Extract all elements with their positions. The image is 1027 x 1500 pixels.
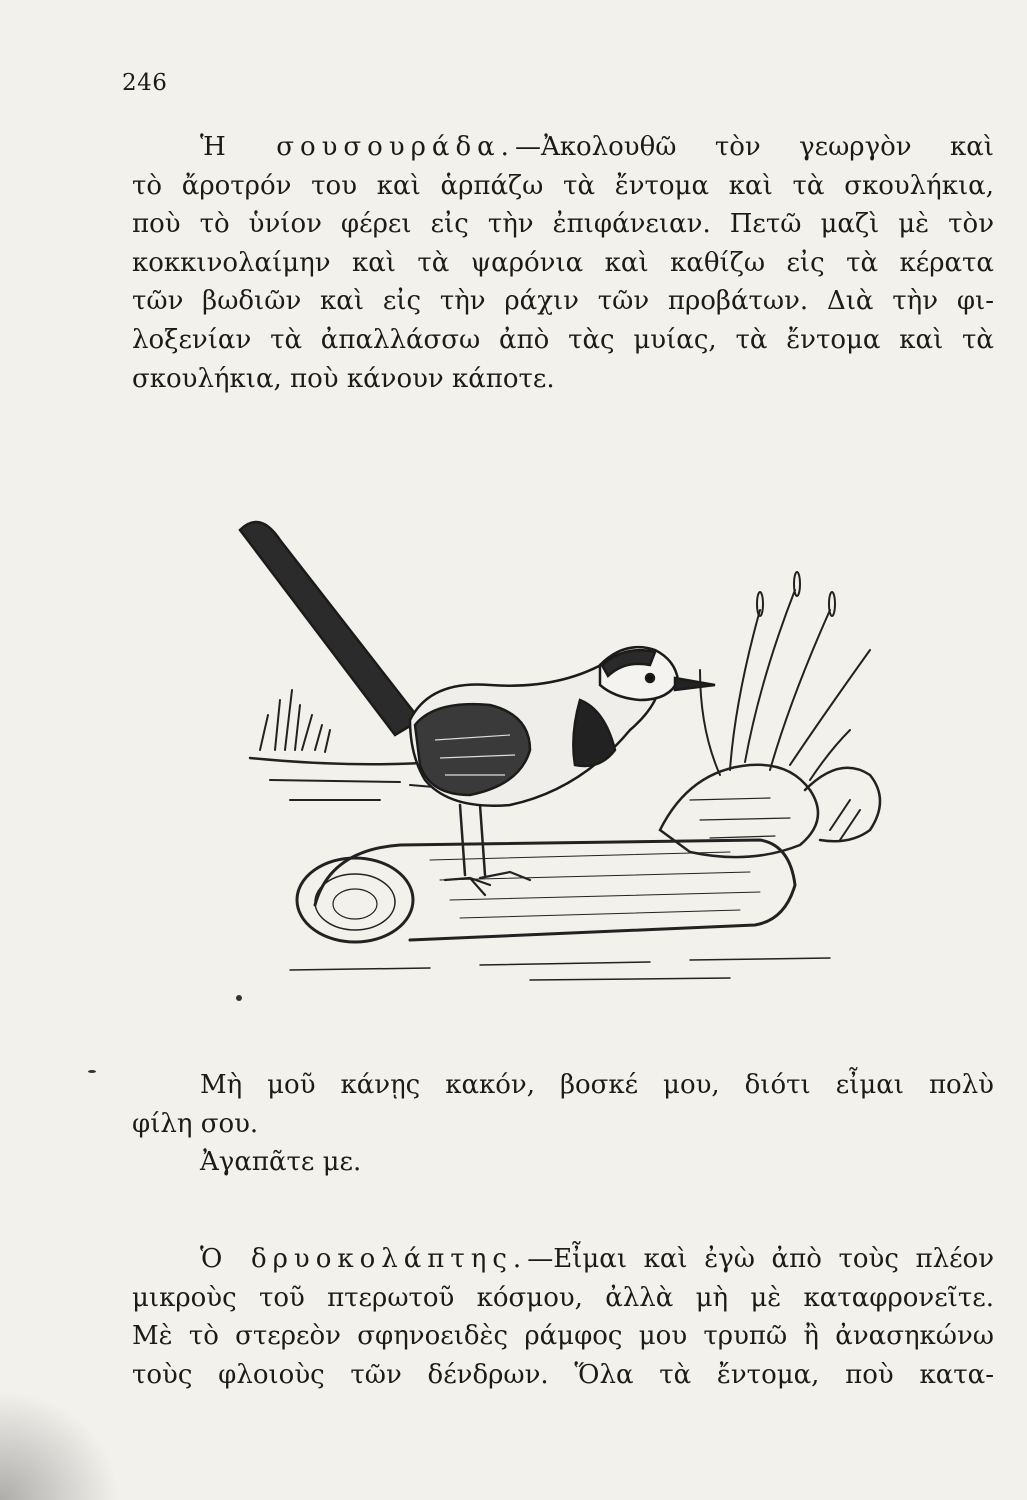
text-line: μικροὺς τοῦ πτερωτοῦ κόσμου, ἀλλὰ μὴ μὲ καταφρονεῖτε.: [132, 1282, 994, 1313]
text-line: ποὺ τὸ ὑνίον φέρει εἰς τὴν ἐπιφάνειαν. Πετῶ μαζὶ μὲ τὸν: [132, 209, 994, 240]
text-line: τὸ ἄροτρόν του καὶ ἁρπάζω τὰ ἔντομα καὶ τὰ σκουλήκια,: [132, 170, 994, 201]
page-number: 246: [122, 70, 168, 96]
ink-speck: [88, 1070, 96, 1073]
paragraph-plea: [132, 1066, 994, 1182]
wagtail-illustration: [230, 500, 990, 990]
paragraph-wagtail: [132, 128, 994, 398]
paragraph-woodpecker: [132, 1240, 994, 1394]
text-line: τοὺς φλοιοὺς τῶν δένδρων. Ὅλα τὰ ἔντομα, ποὺ κατα-: [132, 1359, 994, 1390]
text-line: λοξενίαν τὰ ἀπαλλάσσω ἀπὸ τὰς μυίας, τὰ ἔντομα καὶ τὰ: [132, 324, 994, 355]
text-line: τῶν βωδιῶν καὶ εἰς τὴν ράχιν τῶν προβάτων. Διὰ τὴν φι-: [132, 286, 994, 317]
text-line: φίλη σου.: [132, 1108, 259, 1139]
text-line: κοκκινολαίμην καὶ τὰ ψαρόνια καὶ καθίζω εἰς τὰ κέρατα: [132, 247, 994, 278]
page-corner-shadow: [0, 1390, 120, 1500]
section-title: Ὁ δρυοκολάπτης.: [200, 1244, 528, 1274]
text-line: σκουλήκια, ποὺ κάνουν κάποτε.: [132, 363, 555, 394]
section-title: Ἡ σουσουράδα.: [200, 132, 515, 162]
text-line: Μὲ τὸ στερεὸν σφηνοειδὲς ράμφος μου τρυπῶ ἢ ἀνασηκώνω: [132, 1321, 994, 1352]
ink-speck: [236, 995, 242, 1001]
text-line: Μὴ μοῦ κάνῃς κακόν, βοσκέ μου, διότι εἶμαι πολὺ: [200, 1070, 994, 1100]
text-line: Ἡ σουσουράδα.—Ἀκολουθῶ τὸν γεωργὸν καὶ: [200, 132, 995, 162]
text-line: Ἀγαπᾶτε με.: [200, 1147, 362, 1178]
text-line: Ὁ δρυοκολάπτης.—Εἶμαι καὶ ἐγὼ ἀπὸ τοὺς πλέον: [200, 1244, 994, 1274]
